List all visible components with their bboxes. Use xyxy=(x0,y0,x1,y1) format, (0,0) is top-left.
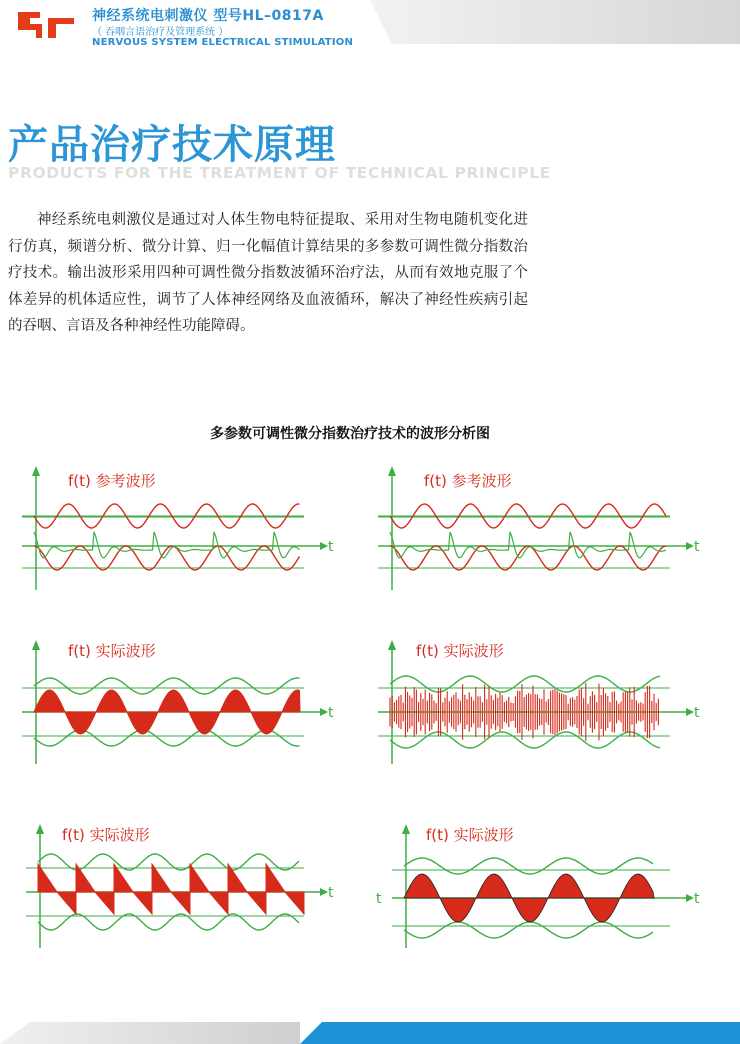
y-axis-arrow-icon xyxy=(388,466,396,476)
header-subtitle: （ 吞咽言语治疗及管理系统 ） xyxy=(92,27,229,38)
x-axis-arrow-icon xyxy=(686,542,694,550)
y-axis-arrow-icon xyxy=(32,466,40,476)
upper-green-envelope xyxy=(390,676,660,692)
x-axis-arrow-icon xyxy=(686,894,694,902)
waveform-panel-reference-2 xyxy=(370,462,700,592)
lower-green-envelope xyxy=(404,922,653,938)
header-decoration xyxy=(370,0,740,44)
panel-label: f(t) 参考波形 xyxy=(424,472,512,490)
time-axis-label: t xyxy=(328,885,334,901)
lower-green-envelope xyxy=(34,730,300,746)
waveform-panel-actual-saw xyxy=(14,820,334,950)
exponential-reference-wave xyxy=(390,532,666,558)
header xyxy=(0,0,740,60)
x-axis-arrow-icon xyxy=(320,708,328,716)
x-axis-arrow-icon xyxy=(686,708,694,716)
header-english-name: NERVOUS SYSTEM ELECTRICAL STIMULATION xyxy=(92,37,354,48)
exponential-reference-wave xyxy=(34,532,300,558)
time-axis-label: t xyxy=(694,705,700,721)
brand-logo-icon xyxy=(16,8,78,42)
actual-blob-fill xyxy=(404,874,654,922)
y-axis-arrow-icon xyxy=(388,640,396,650)
time-axis-label: t xyxy=(694,539,700,555)
panel-label: f(t) 实际波形 xyxy=(416,642,504,660)
left-axis-label: t xyxy=(376,891,382,907)
x-axis-arrow-icon xyxy=(320,888,328,896)
page-title: 产品治疗技术原理 xyxy=(8,121,336,168)
panel-label: f(t) 实际波形 xyxy=(426,826,514,844)
waveform-panel-reference-1 xyxy=(14,462,334,592)
body-paragraph xyxy=(8,207,528,340)
diagram-title: 多参数可调性微分指数治疗技术的波形分析图 xyxy=(210,426,490,442)
panel-label: f(t) 参考波形 xyxy=(68,472,156,490)
panel-label: f(t) 实际波形 xyxy=(68,642,156,660)
footer-decoration-blue xyxy=(300,1022,740,1044)
waveform-panel-actual-noise xyxy=(370,636,700,764)
body-text: 神经系统电刺激仪是通过对人体生物电特征提取、采用对生物电随机变化进行仿真，频谱分析、微分计算、归一化幅值计算结果的多参数可调性微分指数治疗技术。输出波形采用四种可调性微分指数波循环治疗法，从而有效地克服了个体差异的机体适应性，调节了人体神经网络及血液循环，解决了神经性疾病引起的吞咽、言语及各种神经性功能障碍。 xyxy=(8,212,528,334)
time-axis-label: t xyxy=(328,705,334,721)
page-title-english: PRODUCTS FOR THE TREATMENT OF TECHNICAL PRINCIPLE xyxy=(8,164,551,182)
actual-sine-fill xyxy=(34,690,300,734)
upper-green-envelope xyxy=(34,678,300,694)
header-product-name: 神经系统电刺激仪 型号HL–0817A xyxy=(92,8,324,24)
y-axis-arrow-icon xyxy=(36,824,44,834)
footer-decoration-gray xyxy=(0,1022,300,1044)
y-axis-arrow-icon xyxy=(402,824,410,834)
lower-green-envelope xyxy=(390,732,660,748)
upper-green-envelope xyxy=(404,858,653,874)
actual-saw-fill xyxy=(38,864,304,914)
waveform-panel-actual-sine xyxy=(14,636,334,764)
y-axis-arrow-icon xyxy=(32,640,40,650)
waveform-panel-actual-blob xyxy=(370,820,700,950)
time-axis-label: t xyxy=(328,539,334,555)
time-axis-label: t xyxy=(694,891,700,907)
panel-label: f(t) 实际波形 xyxy=(62,826,150,844)
x-axis-arrow-icon xyxy=(320,542,328,550)
